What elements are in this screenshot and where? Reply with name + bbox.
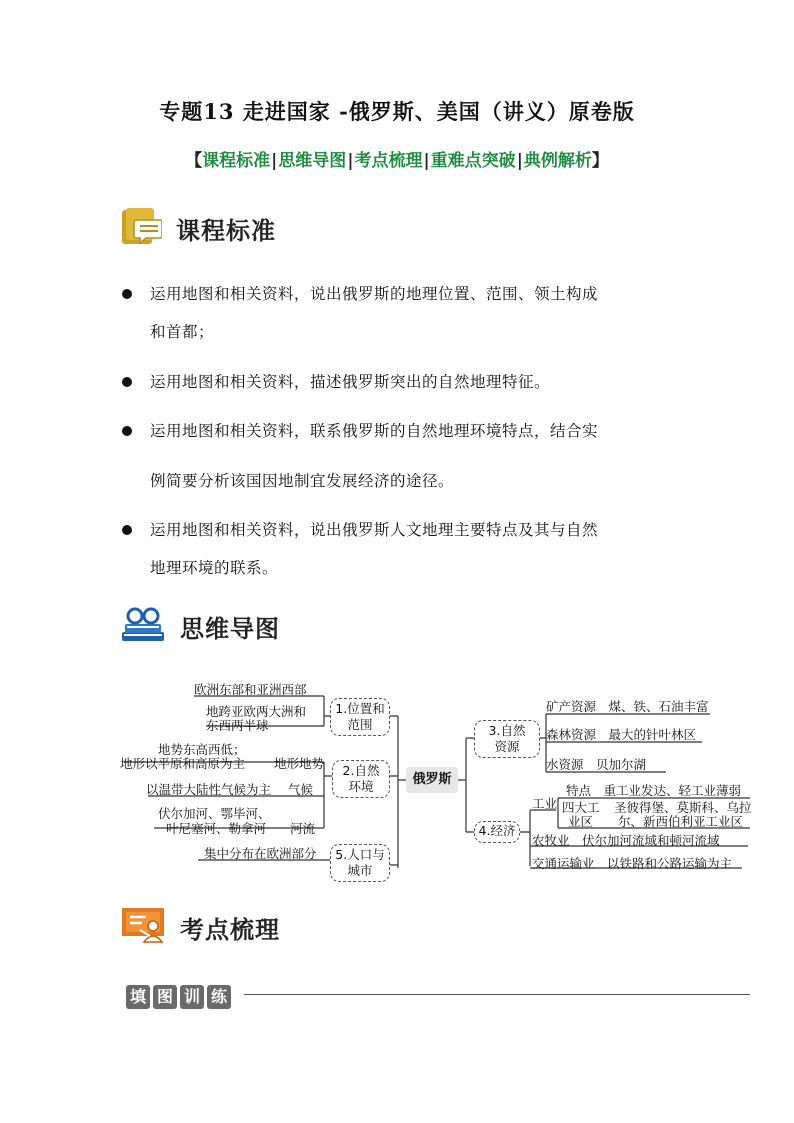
- bullet-dot: [122, 289, 132, 299]
- mindmap-leaf: 集中分布在欧洲部分: [204, 846, 317, 861]
- points-section-header: [120, 906, 280, 948]
- nav-separator: |: [423, 151, 430, 171]
- mindmap-section-header: [120, 604, 280, 648]
- mindmap-leaf: 四大工: [562, 800, 600, 815]
- points-title: 考点梳理: [180, 914, 280, 944]
- list-item-text: 例简要分析该国因地制宜发展经济的途径。: [150, 472, 455, 490]
- mindmap-leaf: 叶尼塞河、勒拿河: [166, 821, 267, 836]
- page-title: 专题13 走进国家 -俄罗斯、美国（讲义）原卷版: [159, 99, 635, 124]
- list-item-text: 运用地图和相关资料，描述俄罗斯突出的自然地理特征。: [150, 373, 551, 391]
- list-item-text: 和首都；: [150, 323, 215, 341]
- nav-item-examples[interactable]: 典例解析: [523, 151, 592, 171]
- mindmap-branch-label: 1.位置和 范围: [335, 701, 385, 732]
- badge-char: 填: [126, 985, 150, 1009]
- mindmap-leaf: 交通运输业 以铁路和公路运输为主: [532, 856, 733, 871]
- mindmap-leaf: 伏尔加河、鄂毕河、: [158, 806, 271, 821]
- exercise-badge: [126, 985, 231, 1009]
- mindmap-leaf: 气候: [288, 782, 314, 797]
- list-item-text: 运用地图和相关资料，联系俄罗斯的自然地理环境特点，结合实: [150, 422, 599, 440]
- nav-item-difficulties[interactable]: 重难点突破: [430, 151, 516, 171]
- mindmap-leaf: 地势东高西低；: [158, 742, 246, 757]
- mindmap-leaf: 地跨亚欧两大洲和: [206, 704, 307, 719]
- mindmap-branch-resources: [474, 720, 540, 758]
- mindmap-leaf: 河流: [290, 821, 316, 836]
- nav-item-points[interactable]: 考点梳理: [354, 151, 423, 171]
- mindmap-leaf: 欧洲东部和亚洲西部: [194, 682, 307, 697]
- mindmap-leaf: 农牧业 伏尔加河流域和顿河流域: [532, 833, 720, 848]
- exercise-divider: [244, 994, 750, 995]
- mindmap-branch-label: 4.经济: [478, 823, 516, 838]
- mindmap-branch-label: 3.自然 资源: [488, 723, 526, 754]
- mindmap-diagram: [118, 680, 754, 880]
- mindmap-leaf: 以温带大陆性气候为主: [146, 782, 272, 797]
- nav-separator: |: [516, 151, 523, 171]
- standards-title: 课程标准: [176, 215, 276, 245]
- mindmap-branch-label: 2.自然 环境: [342, 763, 380, 794]
- badge-char: 练: [207, 985, 231, 1009]
- mindmap-leaf: 矿产资源 煤、铁、石油丰富: [546, 699, 709, 714]
- nav-separator: |: [271, 151, 278, 171]
- mindmap-leaf: 森林资源 最大的针叶林区: [546, 727, 697, 742]
- nav-open-bracket: 【: [185, 151, 203, 171]
- mindmap-leaf: 业区: [568, 814, 594, 829]
- mindmap-branch-economy: [474, 821, 520, 843]
- bullet-dot: [122, 525, 132, 535]
- section-nav: [0, 146, 794, 171]
- book-chat-icon: [120, 206, 162, 250]
- teacher-board-icon: [120, 906, 166, 948]
- bullet-dot: [122, 377, 132, 387]
- standards-section-header: [120, 206, 276, 250]
- mindmap-title: 思维导图: [180, 613, 280, 643]
- list-item-text: 运用地图和相关资料，说出俄罗斯的地理位置、范围、领土构成: [150, 285, 599, 303]
- nav-item-mindmap[interactable]: 思维导图: [278, 151, 347, 171]
- list-item-text: 运用地图和相关资料，说出俄罗斯人文地理主要特点及其与自然: [150, 521, 599, 539]
- badge-char: 图: [153, 985, 177, 1009]
- badge-char: 训: [180, 985, 204, 1009]
- mindmap-root: 俄罗斯: [406, 767, 458, 793]
- mindmap-branch-nature: [332, 760, 390, 798]
- mindmap-leaf: 尔、新西伯利亚工业区: [618, 814, 744, 829]
- mindmap-leaf: 特点 重工业发达、轻工业薄弱: [566, 783, 742, 798]
- mindmap-branch-population: [330, 844, 390, 882]
- books-glasses-icon: [120, 604, 166, 648]
- mindmap-leaf: 水资源 贝加尔湖: [546, 757, 647, 772]
- bullet-dot: [122, 426, 132, 436]
- list-item-text: 地理环境的联系。: [150, 559, 279, 577]
- mindmap-leaf: 地形以平原和高原为主: [120, 756, 246, 771]
- mindmap-branch-location: [330, 698, 390, 736]
- mindmap-branch-label: 5.人口与 城市: [335, 847, 385, 878]
- nav-separator: |: [347, 151, 354, 171]
- nav-item-standards[interactable]: 课程标准: [202, 151, 271, 171]
- mindmap-leaf: 东西两半球: [206, 718, 269, 733]
- mindmap-leaf: 地形地势: [274, 756, 325, 771]
- mindmap-leaf: 工业: [532, 796, 558, 811]
- nav-close-bracket: 】: [591, 151, 609, 171]
- mindmap-leaf: 圣彼得堡、莫斯科、乌拉: [614, 800, 752, 815]
